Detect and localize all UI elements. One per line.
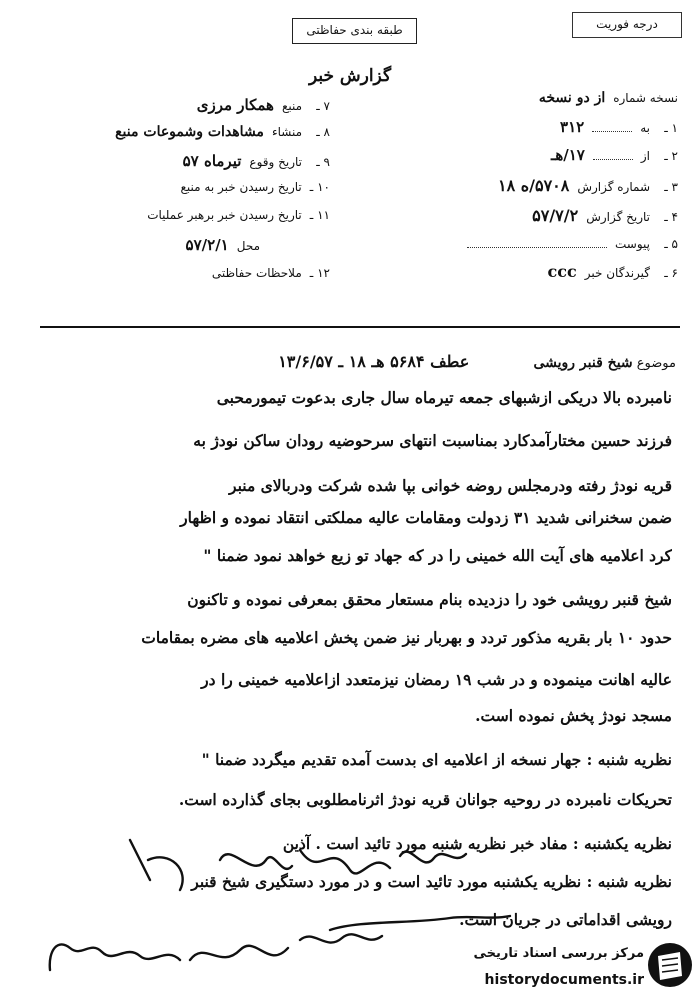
- field-label: منشاء: [271, 125, 302, 139]
- field-source: [197, 96, 330, 114]
- field-label: تاریخ رسیدن خبر به منبع: [180, 180, 302, 194]
- field-number: ۶ ـ: [664, 266, 678, 280]
- subject-line: [26, 352, 676, 371]
- field-value: ۳۱۲: [560, 118, 585, 136]
- field-date-to-operations: [147, 208, 330, 222]
- section-divider: [40, 326, 680, 328]
- field-number: ۱۲ ـ: [309, 266, 330, 280]
- field-label: منبع: [281, 99, 302, 113]
- field-number: ۱۰ ـ: [309, 180, 330, 194]
- field-security-notes: [212, 266, 330, 280]
- archive-logo: [448, 930, 696, 1000]
- classification-label: طبقه بندی حفاظتی: [306, 23, 403, 37]
- field-value: از دو نسخه: [538, 90, 606, 106]
- field-value: ۵۷۰۸/ه ۱۸: [497, 176, 570, 195]
- field-value: مشاهدات وشموعات منبع: [115, 124, 264, 140]
- subject-value: شیخ قنبر رویشی: [533, 355, 633, 371]
- field-label: ملاحظات حفاظتی: [211, 266, 302, 280]
- field-to: [560, 118, 678, 136]
- field-label: گیرندگان خبر: [584, 266, 650, 280]
- field-report-number: [498, 176, 678, 195]
- field-label: تاریخ گزارش: [586, 210, 650, 224]
- field-place: [186, 236, 260, 254]
- field-origin: [115, 124, 330, 140]
- field-value: همکار مرزی: [196, 96, 274, 114]
- field-number: ۸ ـ: [316, 125, 330, 139]
- subject-annotation: عطف ۵۶۸۴ هـ ۱۸ ـ ۱۳/۶/۵۷: [278, 352, 470, 371]
- page-title: گزارش خبر: [308, 66, 392, 86]
- field-label: محل: [236, 239, 260, 253]
- field-number: ۴ ـ: [664, 210, 678, 224]
- field-label: به: [640, 121, 650, 135]
- field-event-date: [183, 152, 330, 170]
- body-line: نظریه شنبه : نظریه یکشنبه مورد تائید است و در مورد دستگیری شیخ قنبر: [191, 872, 672, 891]
- field-number: ۲ ـ: [664, 149, 678, 163]
- priority-box: [572, 12, 682, 38]
- field-value: ۵۷/۷/۲: [532, 206, 579, 225]
- subject-label: موضوع: [636, 356, 676, 371]
- archive-name: مرکز بررسی اسناد تاریخی: [473, 946, 644, 961]
- field-label: نسخه شماره: [613, 91, 678, 105]
- field-number: ۱ ـ: [664, 121, 678, 135]
- field-number: ۹ ـ: [316, 155, 330, 169]
- field-number: ۵ ـ: [664, 237, 678, 251]
- classification-box: [292, 18, 417, 44]
- field-value: ۱۷/هـ: [550, 146, 585, 164]
- field-value: ccc: [547, 262, 577, 281]
- body-line: نظریه شنبه : جهار نسخه از اعلامیه ای بدست آمده تقدیم میگردد ضمنا ": [201, 750, 672, 769]
- field-label: تاریخ وقوع: [249, 155, 302, 169]
- field-label: پیوست: [615, 237, 650, 251]
- field-number: ۱۱ ـ: [309, 208, 330, 222]
- field-copy-number: [539, 90, 678, 106]
- field-from: [551, 146, 678, 164]
- field-attachment: [467, 236, 678, 251]
- body-line: شیخ قنبر رویشی خود را دزدیده بنام مستعار محقق بمعرفی نموده و تاکنون: [187, 590, 672, 609]
- body-line: تحریکات نامبرده در روحیه جوانان قریه نودژ اثرنامطلوبی بجای گذارده است.: [178, 790, 672, 809]
- field-number: ۷ ـ: [316, 99, 330, 113]
- field-value: ۵۷/۲/۱: [185, 236, 229, 254]
- field-label: شماره گزارش: [577, 180, 650, 194]
- field-number: ۳ ـ: [664, 180, 678, 194]
- field-label: از: [640, 149, 650, 163]
- body-line: ضمن سخنرانی شدید ۳۱ زدولت ومقامات عالیه مملکتی انتقاد نموده و اظهار: [180, 508, 672, 527]
- field-label: تاریخ رسیدن خبر برهبر عملیات: [147, 208, 302, 222]
- body-line: رویشی اقداماتی در جریان است.: [459, 910, 672, 929]
- body-line: مسجد نودژ پخش نموده است.: [475, 706, 672, 725]
- field-report-date: [532, 206, 678, 225]
- body-line: فرزند حسین مختارآمدکارد بمناسبت انتهای سرحوضیه رودان ساکن نودژ به: [193, 431, 672, 450]
- field-value: تیرماه ۵۷: [182, 152, 242, 170]
- archive-url: historydocuments.ir: [484, 972, 644, 988]
- body-line: نامبرده بالا دریکی ازشبهای جمعه تیرماه سال جاری بدعوت تیمورمحبی: [216, 388, 672, 407]
- field-date-to-source: [181, 180, 330, 194]
- priority-label: درجه فوریت: [596, 17, 658, 31]
- body-line: کرد اعلامیه های آیت الله خمینی را در که جهاد تو زیع خواهد نمود ضمنا ": [203, 546, 672, 565]
- body-line: قریه نودژ رفته ودرمجلس روضه خوانی بپا شده شرکت ودربالای منبر: [229, 476, 672, 495]
- body-line: حدود ۱۰ بار بقریه مذکور تردد و بهربار نیز ضمن پخش اعلامیه های مضره بمقامات: [141, 628, 672, 647]
- body-line: نظریه یکشنبه : مفاد خبر نظریه شنبه مورد تائید است . آذین: [282, 834, 672, 853]
- field-recipients: [548, 262, 678, 281]
- body-line: عالیه اهانت مینموده و در شب ۱۹ رمضان نیزمتعدد ازاعلامیه خمینی را در: [201, 670, 672, 689]
